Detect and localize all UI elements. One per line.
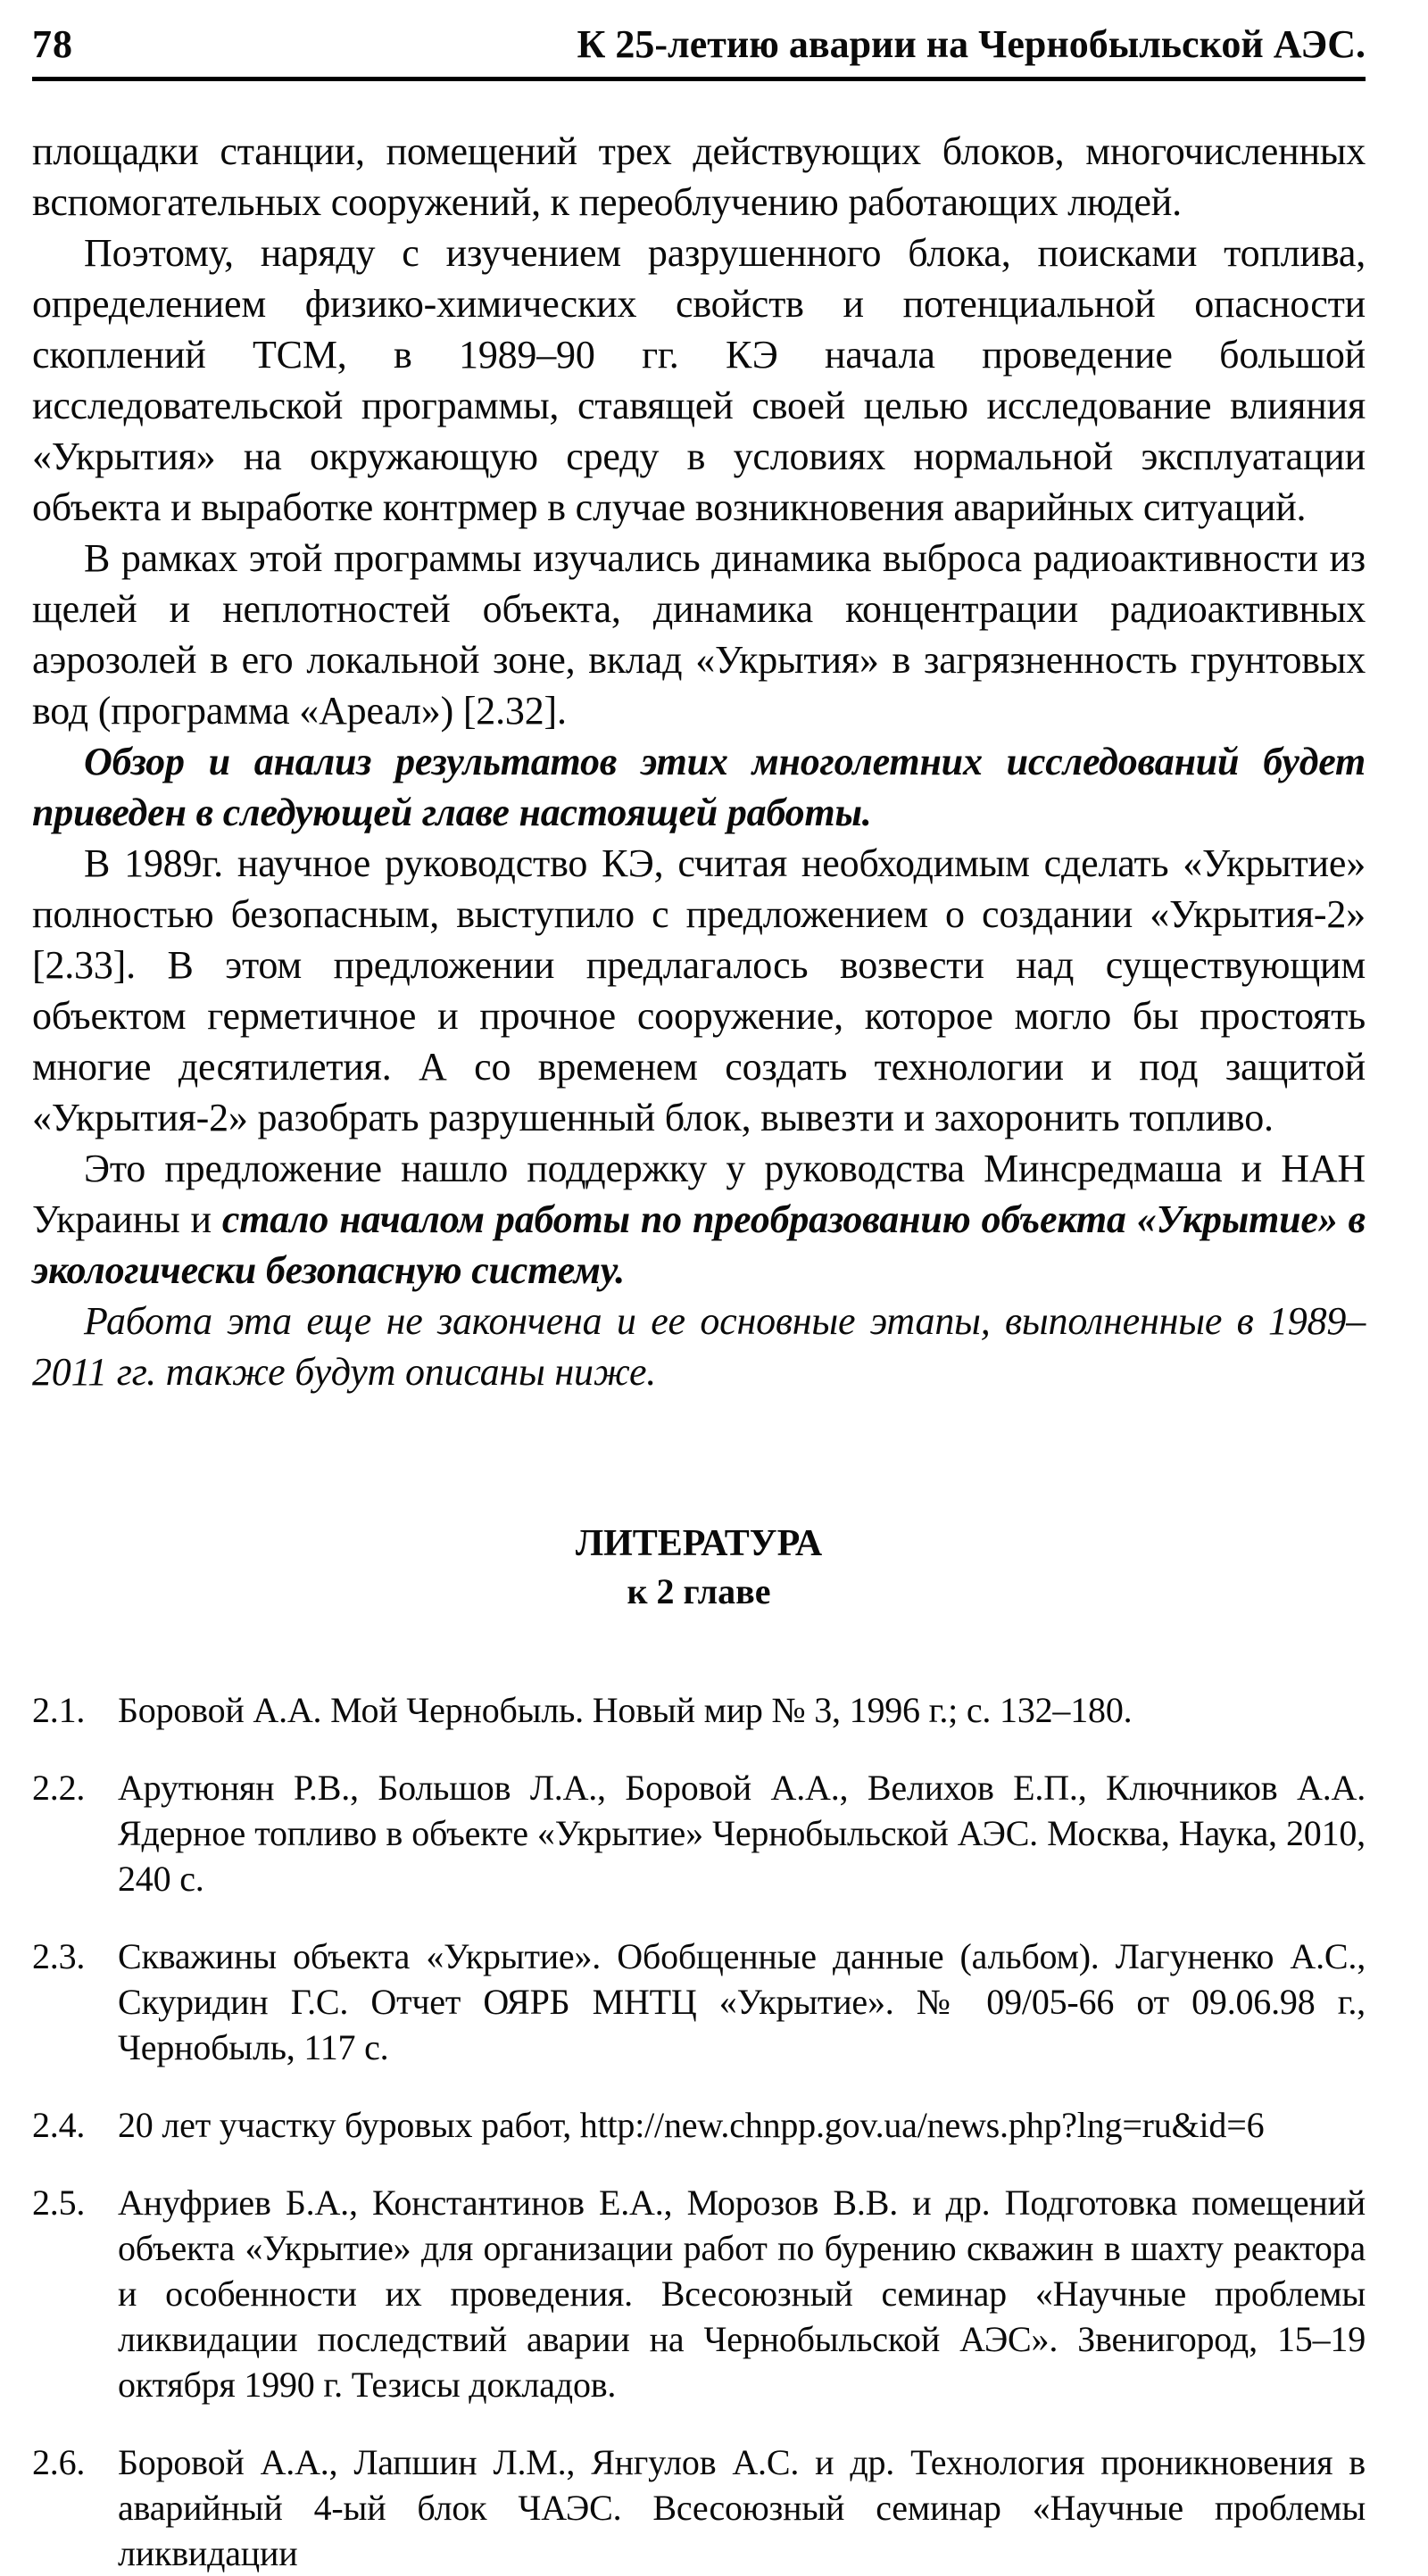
reference-text: Ануфриев Б.А., Константинов Е.А., Морозов В.В. и др. Подготовка помещений объекта «Укрытие» для организации работ по бурению скважин в шахту реактора и особенности их проведения. Всесоюзный семинар «Научные проблемы ликвидации последствий аварии на Чернобыльской АЭС». Звенигород, 15–19 октября 1990 г. Тезисы докладов. (118, 2182, 1366, 2405)
literature-title: ЛИТЕРАТУРА (575, 1523, 823, 1565)
reference-list (32, 1687, 1366, 2576)
reference-text: 20 лет участку буровых работ, http://new.chnpp.gov.ua/news.php?lng=ru&id=6 (118, 2104, 1265, 2145)
reference-number: 2.2. (32, 1767, 86, 1808)
reference-item (32, 2180, 1366, 2407)
paragraph (32, 838, 1366, 1143)
reference-item (32, 1687, 1366, 1733)
text-segment: Поэтому, наряду с изучением разрушенного блока, поисками топлива, определением физико-химических свойств и потенциальной опасности скоплений ТСМ, в 1989–90 гг. КЭ начала проведение большой исследовательской программы, ставящей своей целью исследование влияния «Укрытия» на окружающую среду в условиях нормальной эксплуатации объекта и выработке контрмер в случае возникновения аварийных ситуаций. (32, 231, 1366, 530)
paragraph (32, 736, 1366, 838)
reference-text: Скважины объекта «Укрытие». Обобщенные данные (альбом). Лагуненко А.С., Скуридин Г.С. Отчет ОЯРБ МНТЦ «Укрытие». № 09/05-66 от 09.06.98 г., Чернобыль, 117 с. (118, 1935, 1366, 2067)
body-text (32, 126, 1366, 1397)
reference-item (32, 1934, 1366, 2070)
text-segment: площадки станции, помещений трех действующих блоков, многочисленных вспомогательных сооружений, к переоблучению работающих людей. (32, 129, 1366, 225)
reference-text: Боровой А.А. Мой Чернобыль. Новый мир № 3, 1996 г.; с. 132–180. (118, 1689, 1133, 1730)
text-segment: стало началом работы по преобразованию объекта «Укрытие» в экологически безопасную систему. (32, 1197, 1366, 1293)
text-segment: В рамках этой программы изучались динамика выброса радиоактивности из щелей и неплотностей объекта, динамика концентрации радиоактивных аэрозолей в его локальной зоне, вклад «Укрытия» в загрязненность грунтовых вод (программа «Ареал») [2.32]. (32, 536, 1366, 733)
reference-number: 2.1. (32, 1689, 86, 1730)
paragraph (32, 1296, 1366, 1397)
header-rule (32, 77, 1366, 81)
reference-text: Боровой А.А., Лапшин Л.М., Янгулов А.С. и др. Технология проникновения в аварийный 4-ый блок ЧАЭС. Всесоюзный семинар «Научные проблемы ликвидации (118, 2441, 1366, 2573)
reference-number: 2.6. (32, 2441, 86, 2482)
reference-item (32, 2439, 1366, 2576)
text-segment: В 1989г. научное руководство КЭ, считая необходимым сделать «Укрытие» полностью безопасным, выступило с предложением о создании «Укрытия-2» [2.33]. В этом предложении предлагалось возвести над существующим объектом герметичное и прочное сооружение, которое могло бы простоять многие десятилетия. А со временем создать технологии и под защитой «Укрытия-2» разобрать разрушенный блок, вывезти и захоронить топливо. (32, 841, 1366, 1140)
reference-number: 2.4. (32, 2104, 86, 2145)
page-header (32, 23, 1366, 66)
literature-subtitle: к 2 главе (627, 1570, 771, 1611)
text-segment: Обзор и анализ результатов этих многолетних исследований будет приведен в следующей главе настоящей работы. (32, 740, 1366, 835)
page-number: 78 (32, 22, 73, 66)
reference-item (32, 1765, 1366, 1901)
reference-number: 2.5. (32, 2182, 86, 2223)
paragraph (32, 533, 1366, 736)
reference-text: Арутюнян Р.В., Большов Л.А., Боровой А.А., Велихов Е.П., Ключников А.А. Ядерное топливо в объекте «Укрытие» Чернобыльской АЭС. Москва, Наука, 2010, 240 с. (118, 1767, 1366, 1899)
text-segment: Это предложение нашло поддержку у руководства Минсредмаша и НАН Украины и (32, 1147, 1366, 1242)
reference-number: 2.3. (32, 1935, 86, 1976)
paragraph (32, 1143, 1366, 1296)
text-segment: Работа эта еще не закончена и ее основные этапы, выполненные в 1989–2011 гг. также будут описаны ниже. (32, 1299, 1366, 1395)
running-title: К 25-летию аварии на Чернобыльской АЭС. (577, 22, 1366, 66)
literature-section (32, 1522, 1366, 2575)
reference-item (32, 2102, 1366, 2148)
paragraph (32, 126, 1366, 228)
paragraph (32, 228, 1366, 533)
